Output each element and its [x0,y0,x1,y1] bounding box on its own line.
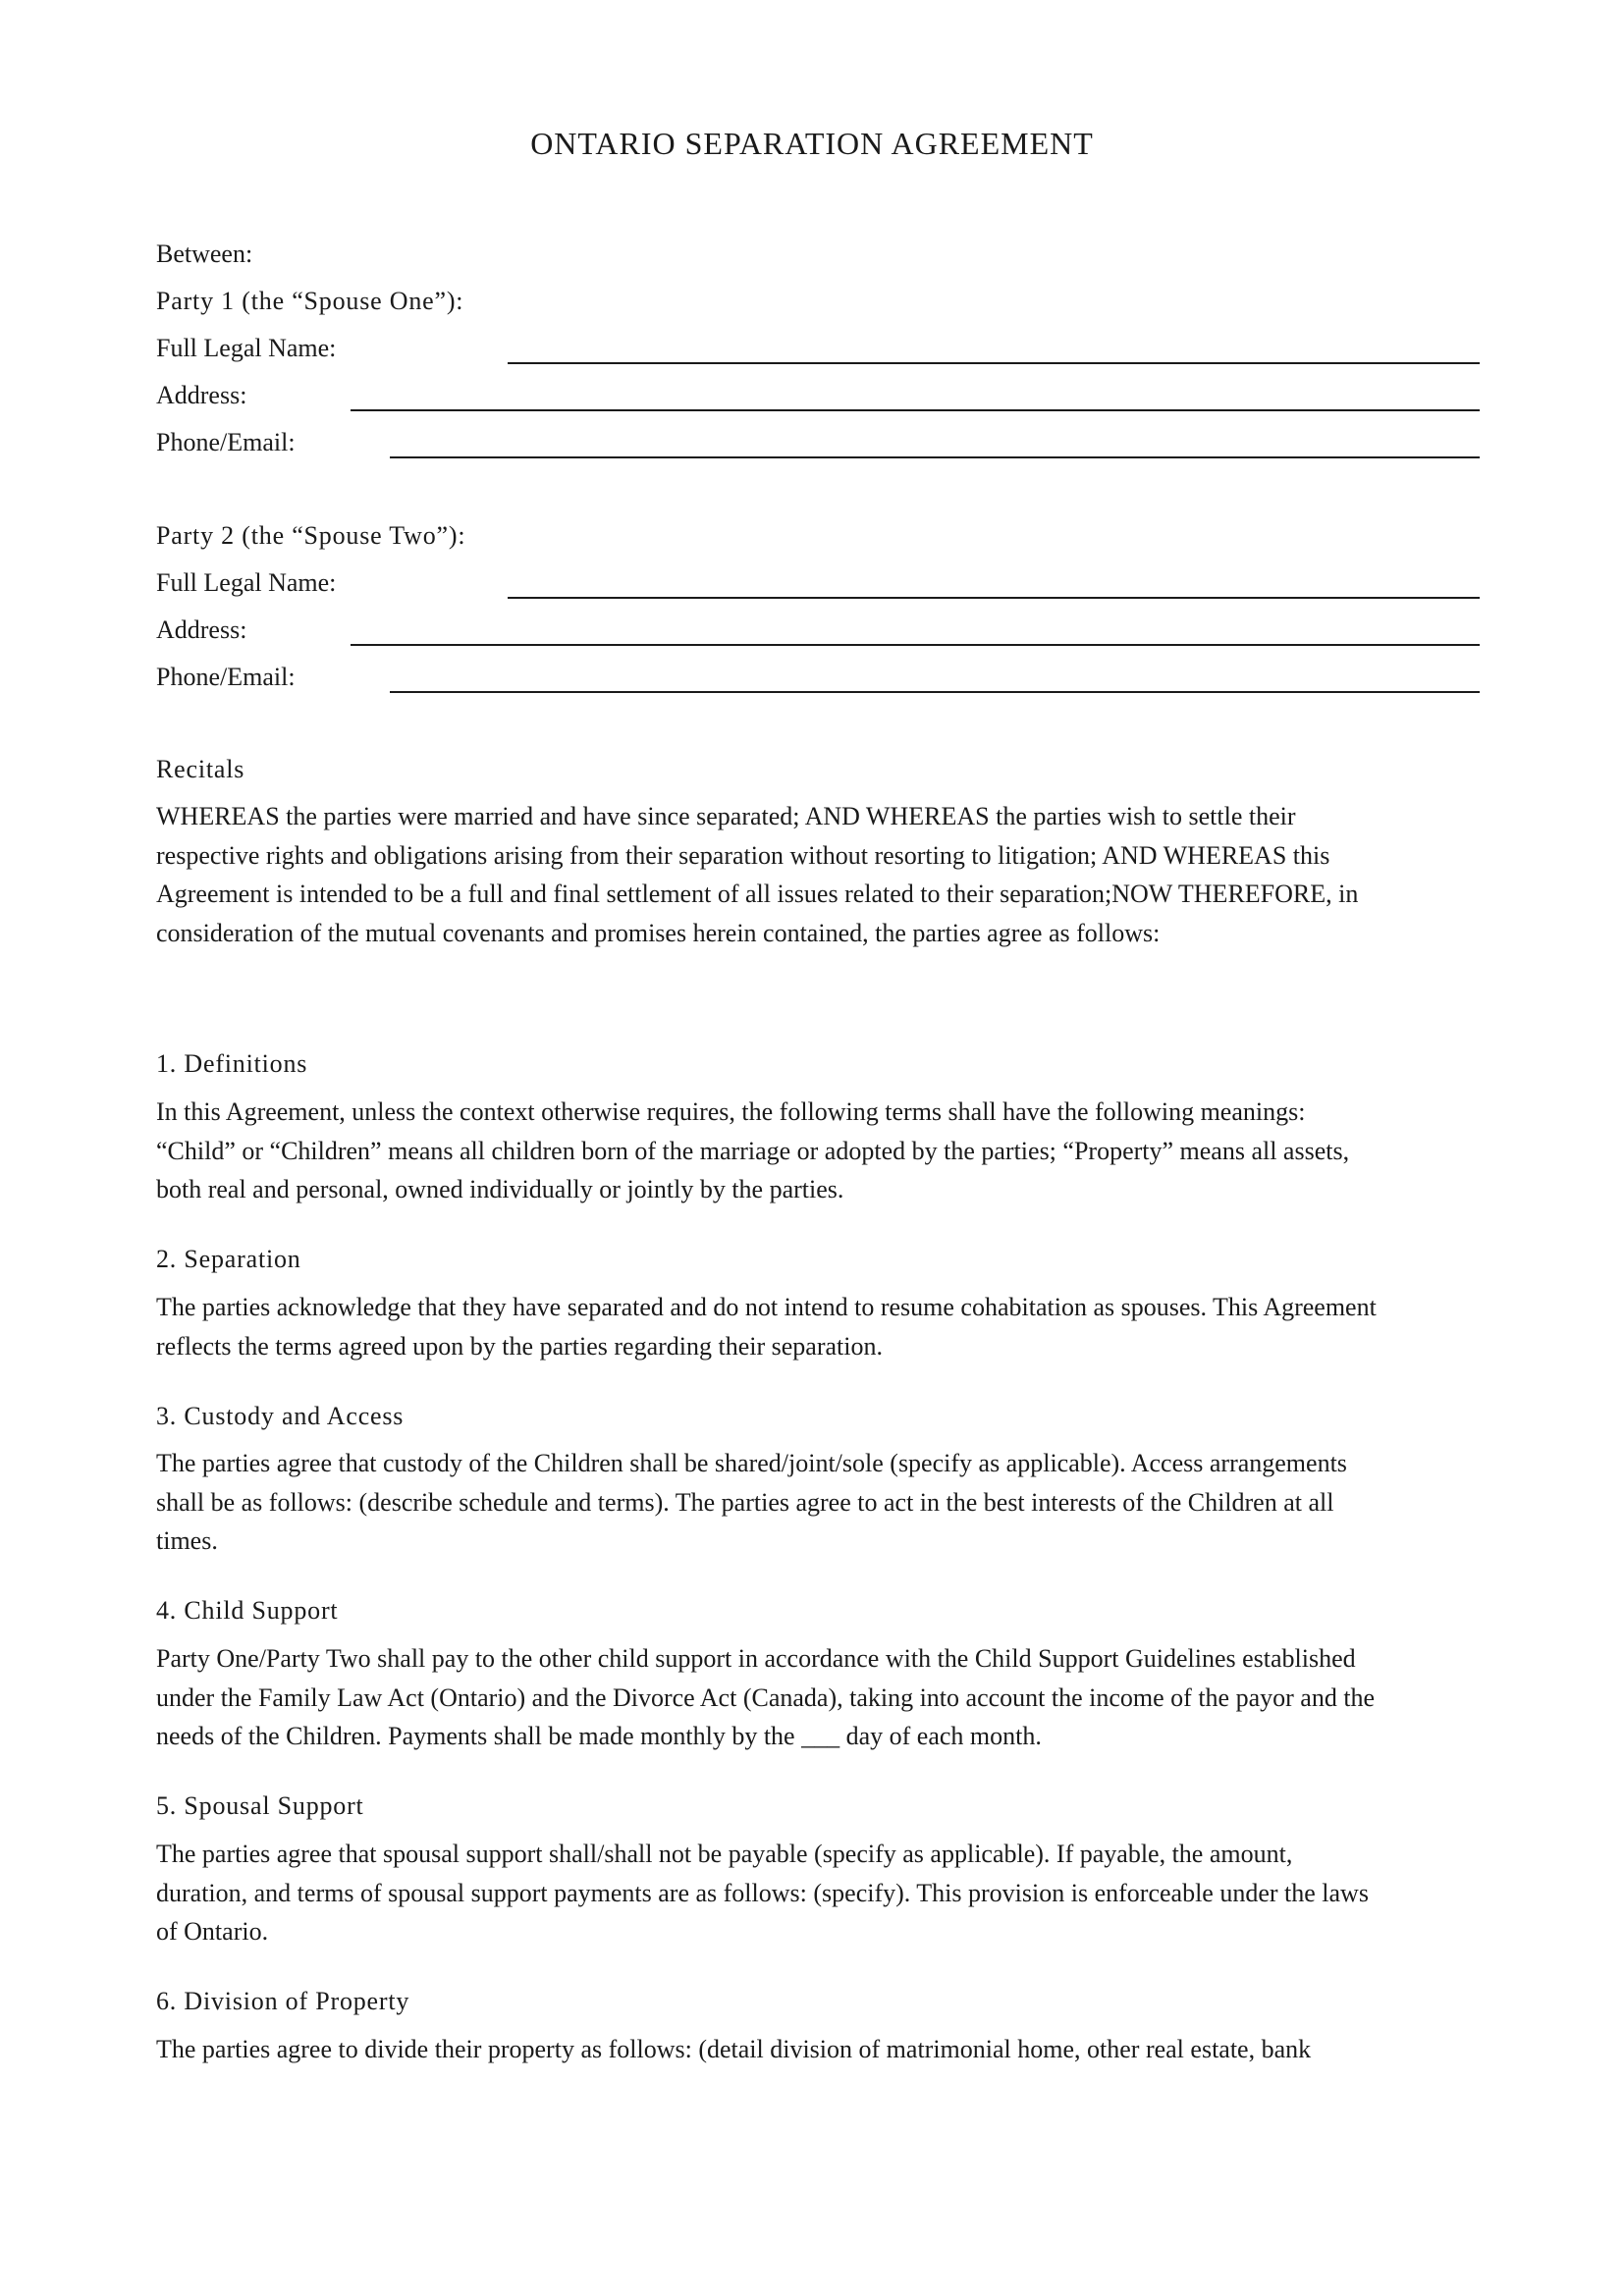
party1-name-field[interactable] [508,362,1480,364]
recitals-paragraph [156,797,1491,952]
section-4-heading: 4. Child Support [156,1596,339,1625]
section-3-line: The parties agree that custody of the Children shall be shared/joint/sole (specify as applicable). Access arrangements [156,1449,1347,1477]
party2-name-label: Full Legal Name: [156,568,337,597]
party2-contact-field[interactable] [390,691,1480,693]
section-3-line: times. [156,1526,218,1555]
party1-address-label: Address: [156,381,247,409]
section-2-paragraph [156,1288,1491,1365]
section-2-line: reflects the terms agreed upon by the parties regarding their separation. [156,1331,883,1361]
recitals-heading: Recitals [156,755,245,783]
party2-address-label: Address: [156,615,247,644]
section-2-line: The parties acknowledge that they have separated and do not intend to resume cohabitation as spouses. This Agreement [156,1293,1377,1321]
document-title: ONTARIO SEPARATION AGREEMENT [530,126,1094,161]
section-4-line: Party One/Party Two shall pay to the other child support in accordance with the Child Support Guidelines established [156,1644,1356,1673]
party1-contact-label: Phone/Email: [156,428,296,456]
section-3-line: shall be as follows: (describe schedule and terms). The parties agree to act in the best interests of the Children at all [156,1487,1334,1517]
section-6-line: The parties agree to divide their property as follows: (detail division of matrimonial home, other real estate, bank [156,2035,1312,2063]
party2-contact-label: Phone/Email: [156,663,296,691]
recitals-line: respective rights and obligations arising from their separation without resorting to litigation; AND WHEREAS this [156,840,1330,870]
section-1-line: “Child” or “Children” means all children born of the marriage or adopted by the parties; “Property” means all assets, [156,1136,1350,1165]
recitals-line: Agreement is intended to be a full and final settlement of all issues related to their separation;NOW THEREFORE, in [156,880,1359,908]
section-3-heading: 3. Custody and Access [156,1402,405,1430]
section-1-line: In this Agreement, unless the context otherwise requires, the following terms shall have the following meanings: [156,1097,1306,1126]
party1-contact-field[interactable] [390,456,1480,458]
party2-address-field[interactable] [351,644,1480,646]
recitals-line: consideration of the mutual covenants and promises herein contained, the parties agree as follows: [156,918,1161,947]
section-5-line: of Ontario. [156,1917,269,1946]
party2-name-field[interactable] [508,597,1480,599]
section-4-paragraph [156,1639,1491,1756]
section-4-line: needs of the Children. Payments shall be made monthly by the ___ day of each month. [156,1722,1042,1750]
section-6-paragraph [156,2030,1491,2069]
party1-heading: Party 1 (the “Spouse One”): [156,287,464,315]
section-5-paragraph [156,1835,1491,1951]
party2-heading: Party 2 (the “Spouse Two”): [156,521,466,550]
party1-address-field[interactable] [351,409,1480,411]
section-5-line: duration, and terms of spousal support payments are as follows: (specify). This provision is enforceable under the laws [156,1878,1369,1907]
section-5-heading: 5. Spousal Support [156,1791,364,1820]
section-3-paragraph [156,1444,1491,1561]
recitals-line: WHEREAS the parties were married and have since separated; AND WHEREAS the parties wish to settle their [156,802,1296,830]
party1-name-label: Full Legal Name: [156,334,337,362]
section-2-heading: 2. Separation [156,1245,301,1273]
section-1-heading: 1. Definitions [156,1049,308,1078]
section-1-paragraph [156,1093,1491,1209]
between-label: Between: [156,240,253,268]
section-1-line: both real and personal, owned individually or jointly by the parties. [156,1175,844,1203]
section-5-line: The parties agree that spousal support shall/shall not be payable (specify as applicable). If payable, the amount, [156,1840,1293,1868]
section-4-line: under the Family Law Act (Ontario) and the Divorce Act (Canada), taking into account the income of the payor and the [156,1682,1376,1712]
section-6-heading: 6. Division of Property [156,1987,410,2015]
